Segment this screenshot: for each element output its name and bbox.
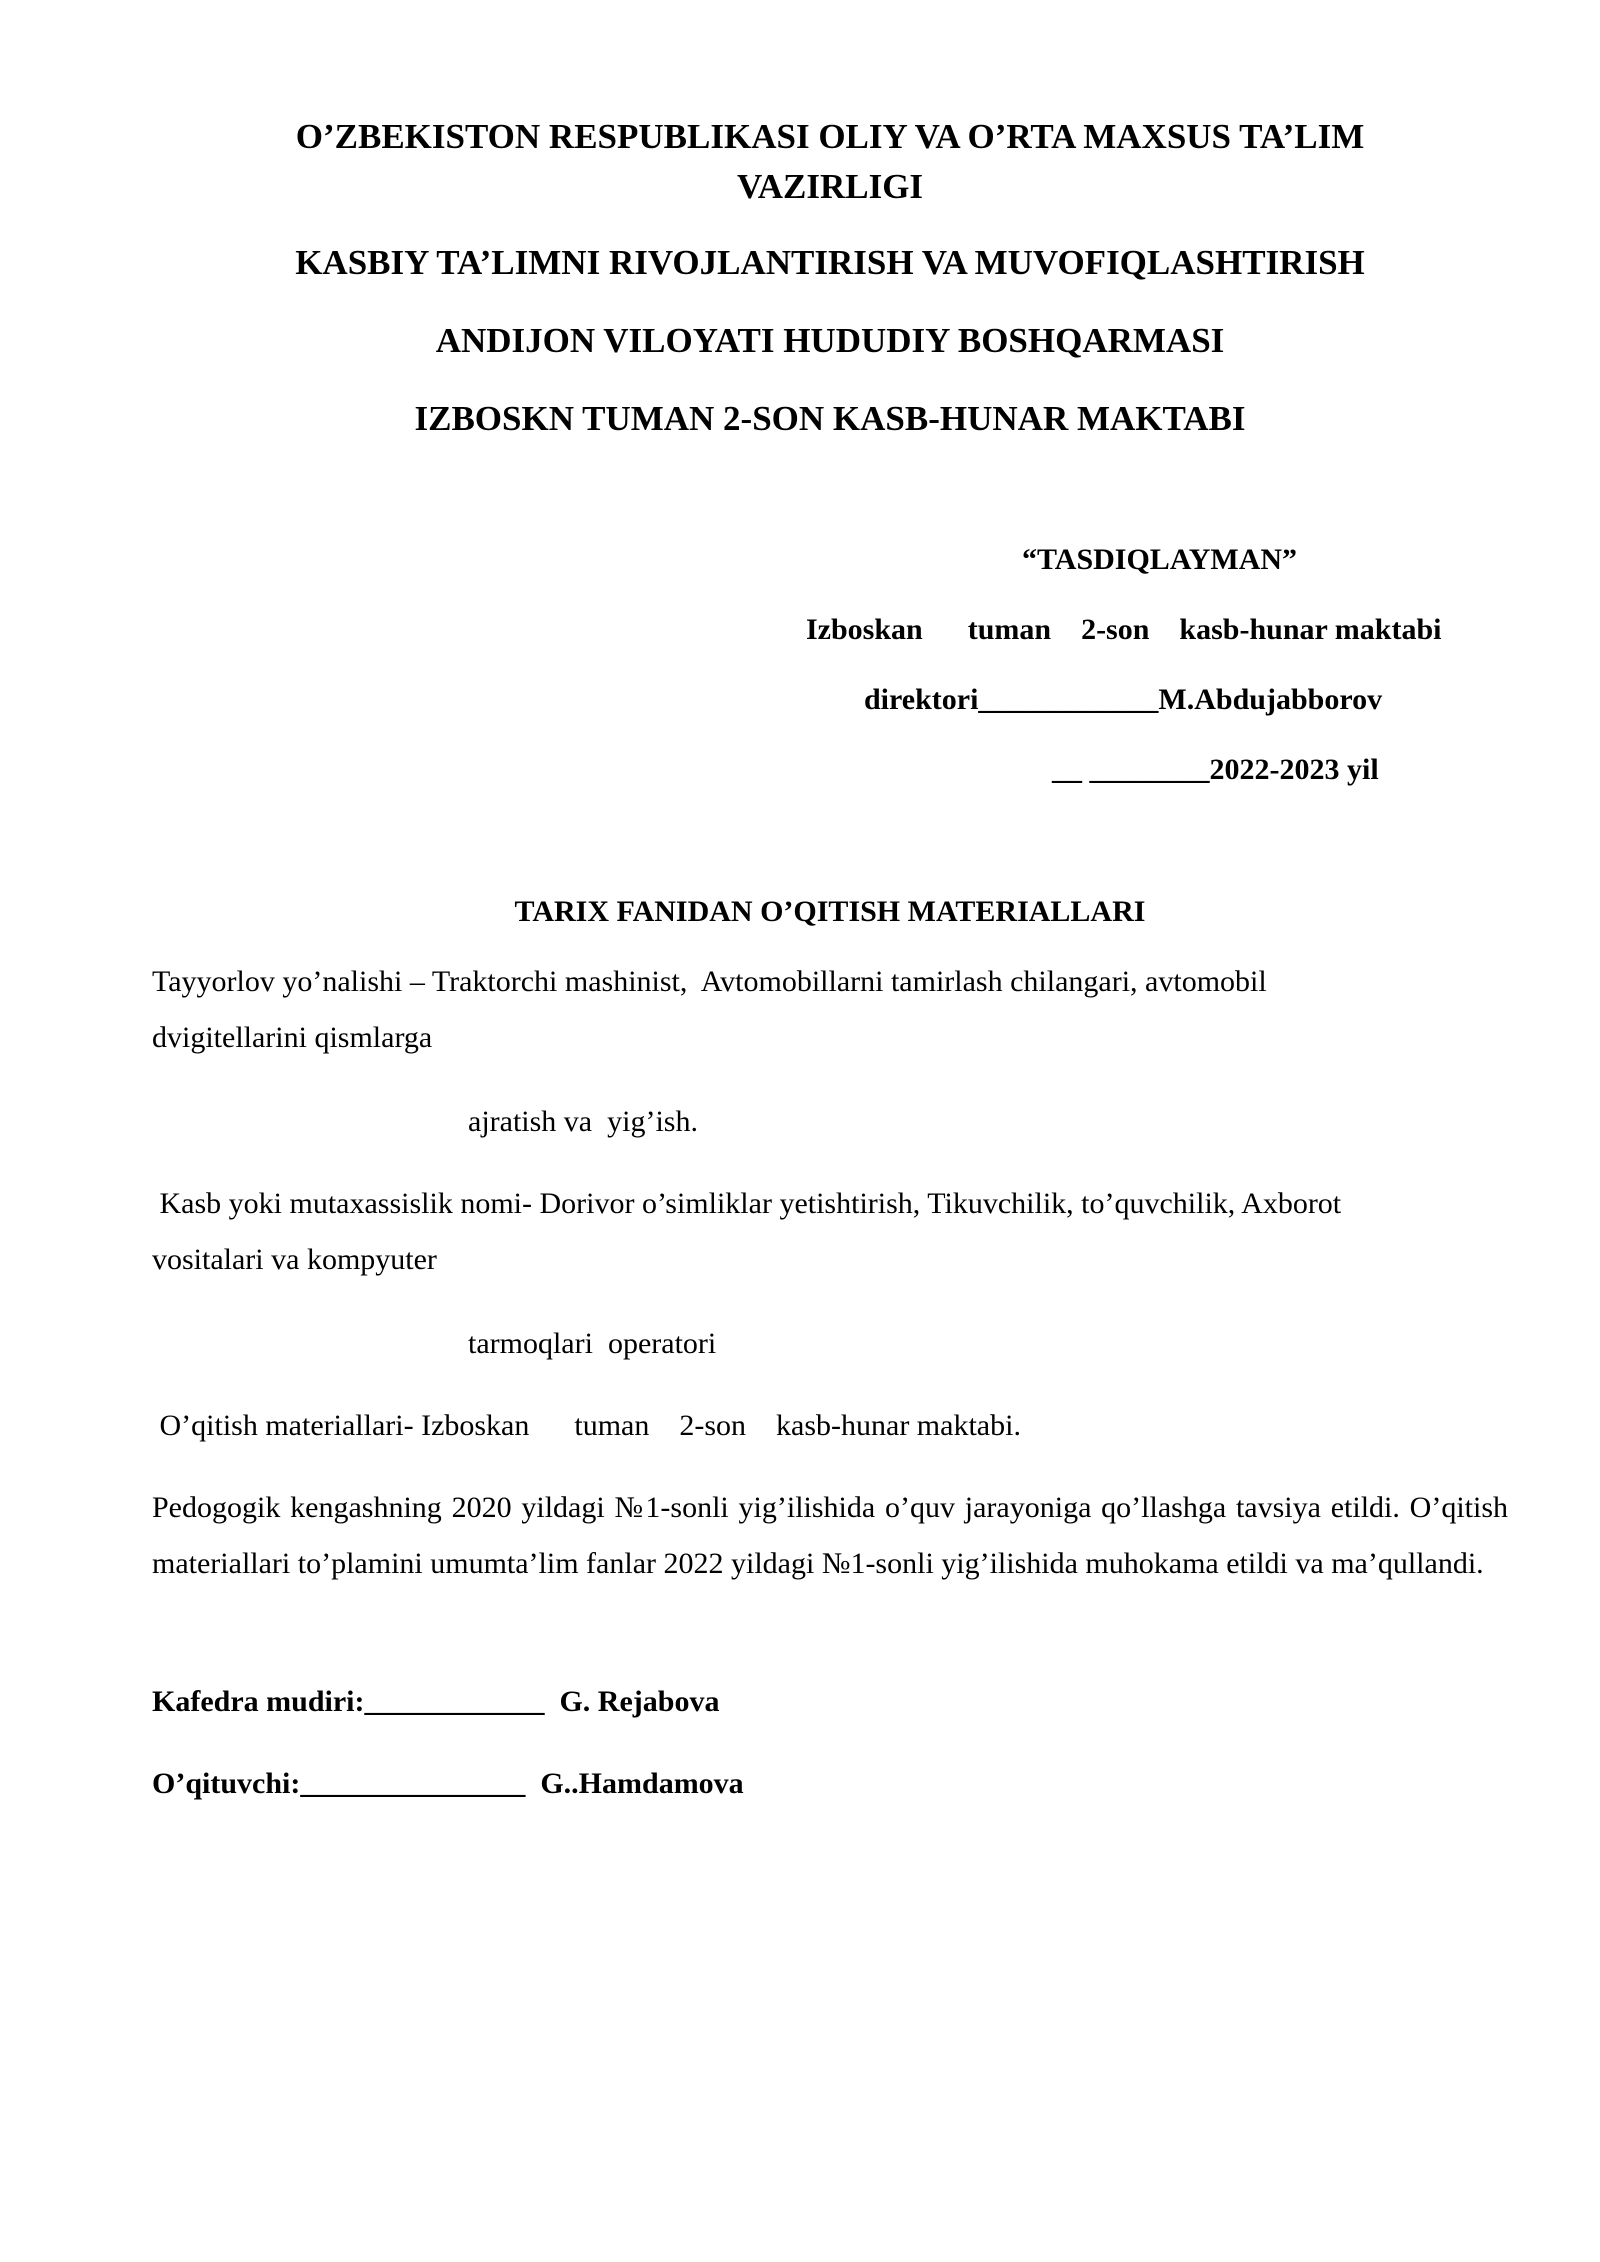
teacher-signature: O’qituvchi:_______________ G..Hamdamova <box>152 1767 744 1800</box>
profession-line-2: vositalari va kompyuter <box>152 1243 437 1276</box>
document-title: TARIX FANIDAN O’QITISH MATERIALLARI <box>514 895 1146 928</box>
region-heading: ANDIJON VILOYATI HUDUDIY BOSHQARMASI <box>435 321 1225 360</box>
ministry-heading <box>150 112 1510 212</box>
council-paragraph: Pedogogik kengashning 2020 yildagi №1-sonli yig’ilishida o’quv jarayoniga qo’llashga tavsiya etildi. O’qitish materiallari to’plamini umumta’lim fanlar 2022 yildagi №1-sonli yig’ilishida muhokama etildi va ma’qullandi. <box>152 1491 1508 1580</box>
approval-title: “TASDIQLAYMAN” <box>1022 543 1298 576</box>
approval-date-line: __ ________2022-2023 yil <box>1052 753 1379 786</box>
school-heading: IZBOSKN TUMAN 2-SON KASB-HUNAR MAKTABI <box>414 399 1246 438</box>
direction-line-1: Tayyorlov yo’nalishi – Traktorchi mashinist, Avtomobillarni tamirlash chilangari, avtomobil <box>152 965 1267 998</box>
approval-director-line: direktori____________M.Abdujabborov <box>864 683 1383 716</box>
profession-line-3: tarmoqlari operatori <box>468 1327 717 1360</box>
materials-line: O’qitish materiallari- Izboskan tuman 2-son kasb-hunar maktabi. <box>152 1409 1021 1442</box>
approval-school-line: Izboskan tuman 2-son kasb-hunar maktabi <box>806 613 1442 646</box>
profession-line-1: Kasb yoki mutaxassislik nomi- Dorivor o’simliklar yetishtirish, Tikuvchilik, to’quvchilik, Axborot <box>152 1187 1342 1220</box>
ministry-heading-line2: VAZIRLIGI <box>736 167 924 206</box>
agency-heading: KASBIY TA’LIMNI RIVOJLANTIRISH VA MUVOFIQLASHTIRISH <box>295 243 1365 282</box>
ministry-heading-line1: O’ZBEKISTON RESPUBLIKASI OLIY VA O’RTA MAXSUS TA’LIM <box>295 117 1365 156</box>
direction-line-2: dvigitellarini qismlarga <box>152 1021 433 1054</box>
head-of-department-signature: Kafedra mudiri:____________ G. Rejabova <box>152 1685 720 1718</box>
direction-line-3: ajratish va yig’ish. <box>468 1105 698 1138</box>
